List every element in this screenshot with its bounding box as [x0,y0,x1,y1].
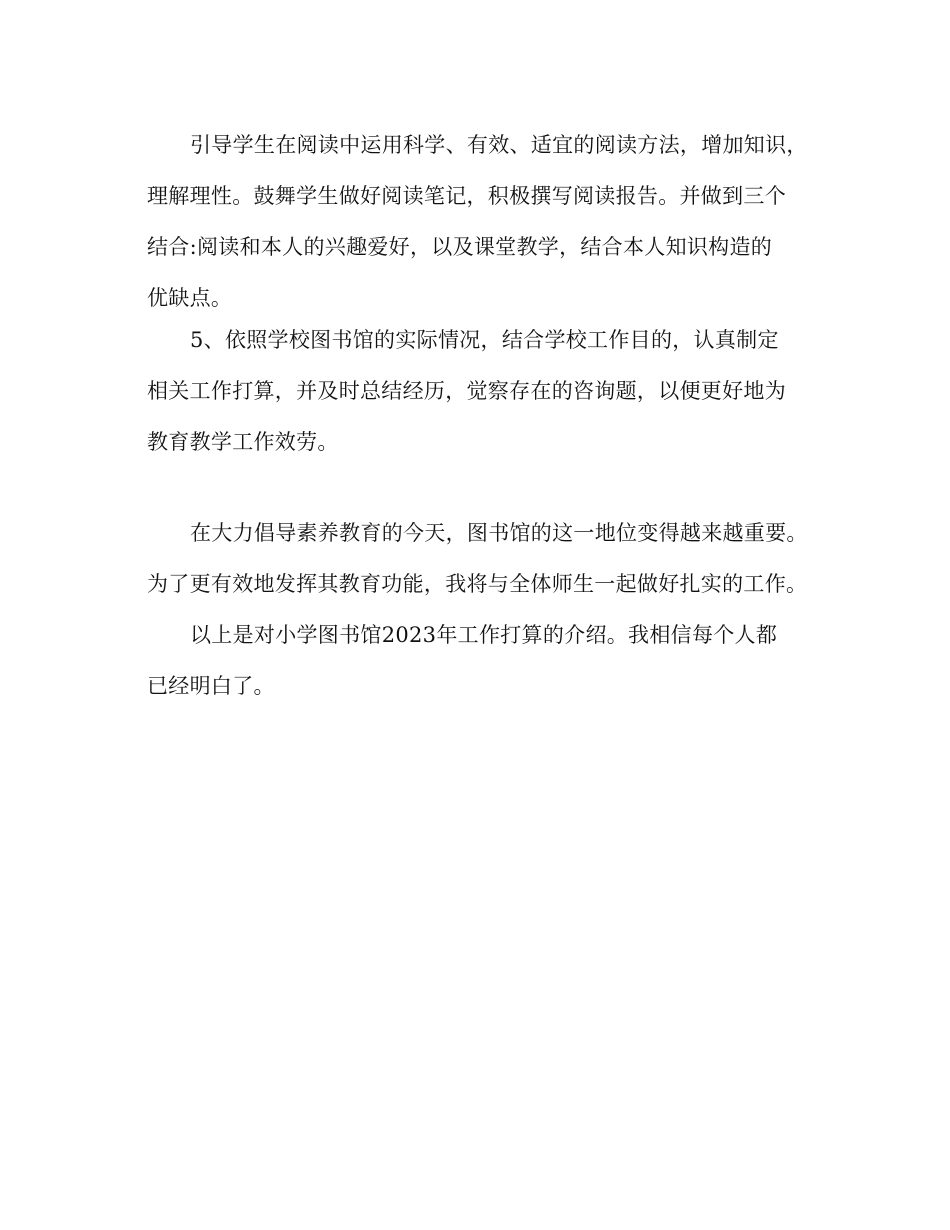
text-line: 引导学生在阅读中运用科学、有效、适宜的阅读方法，增加知识， [190,133,808,157]
text-line: 以上是对小学图书馆2023年工作打算的介绍。我相信每个人都 [190,623,778,647]
text-line: 5、依照学校图书馆的实际情况，结合学校工作目的，认真制定 [190,328,779,352]
paragraph-closing [147,620,827,722]
text-line: 在大力倡导素养教育的今天，图书馆的这一地位变得越来越重要。 [190,521,808,545]
text-line: 理解理性。鼓舞学生做好阅读笔记，积极撰写阅读报告。并做到三个 [147,184,786,208]
text-line: 教育教学工作效劳。 [147,430,339,454]
paragraph-item-5 [147,325,827,478]
text-line: 结合:阅读和本人的兴趣爱好，以及课堂教学，结合本人知识构造的 [147,235,773,259]
text-line: 为了更有效地发挥其教育功能，我将与全体师生一起做好扎实的工作。 [147,572,808,596]
text-line: 优缺点。 [147,286,233,310]
paragraph-reading-methods [147,130,827,334]
paragraph-conclusion [147,518,827,620]
text-line: 已经明白了。 [147,674,275,698]
text-line: 相关工作打算，并及时总结经历，觉察存在的咨询题，以便更好地为 [147,379,786,403]
